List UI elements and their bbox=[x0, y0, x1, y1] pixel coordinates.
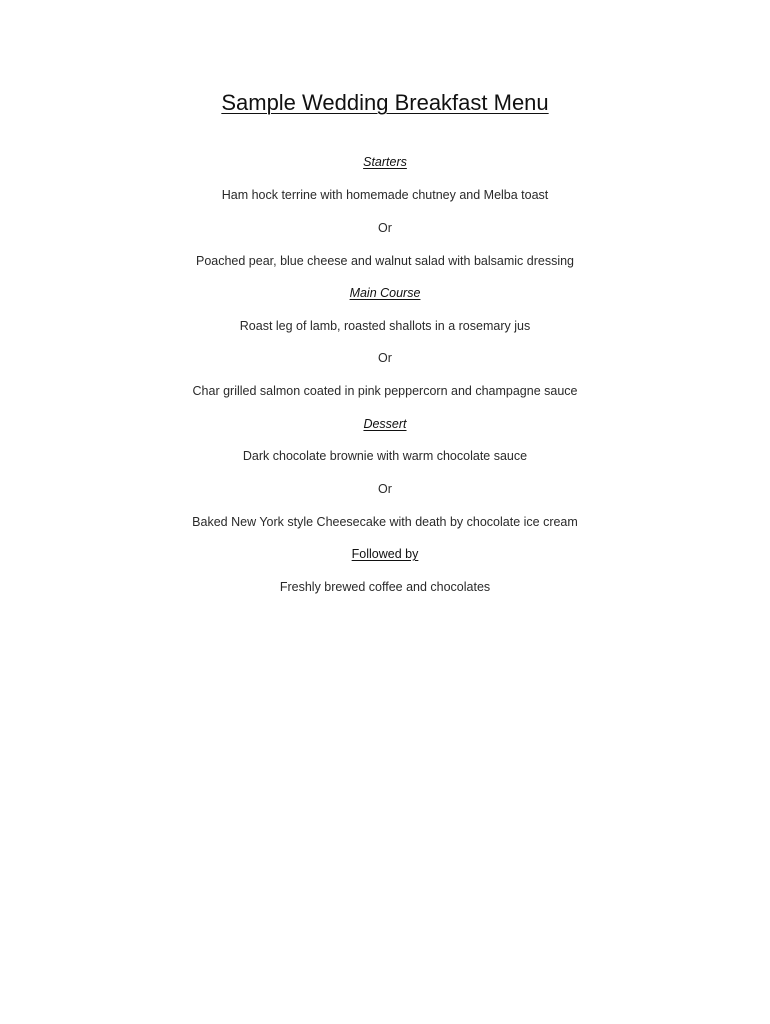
main-course-option-2: Char grilled salmon coated in pink peppercorn and champagne sauce bbox=[192, 384, 578, 398]
followed-by-item: Freshly brewed coffee and chocolates bbox=[279, 580, 491, 594]
main-course-heading-row bbox=[0, 284, 770, 302]
starters-separator: Or bbox=[378, 221, 392, 235]
dessert-option-1: Dark chocolate brownie with warm chocolate sauce bbox=[242, 449, 528, 463]
dessert-option-2: Baked New York style Cheesecake with death by chocolate ice cream bbox=[192, 515, 578, 529]
dessert-separator: Or bbox=[378, 482, 392, 496]
starters-option-1: Ham hock terrine with homemade chutney and Melba toast bbox=[221, 188, 549, 202]
page-title: Sample Wedding Breakfast Menu bbox=[221, 90, 549, 115]
starters-option-2: Poached pear, blue cheese and walnut salad with balsamic dressing bbox=[195, 254, 574, 268]
main-course-option-1: Roast leg of lamb, roasted shallots in a rosemary jus bbox=[239, 319, 531, 333]
followed-by-heading: Followed by bbox=[351, 547, 419, 561]
starters-heading-row bbox=[0, 153, 770, 171]
dessert-heading: Dessert bbox=[363, 417, 407, 431]
followed-by-heading-row bbox=[0, 545, 770, 563]
dessert-heading-row bbox=[0, 415, 770, 433]
starters-heading: Starters bbox=[363, 155, 407, 169]
main-course-heading: Main Course bbox=[349, 286, 421, 300]
main-course-separator: Or bbox=[378, 351, 392, 365]
